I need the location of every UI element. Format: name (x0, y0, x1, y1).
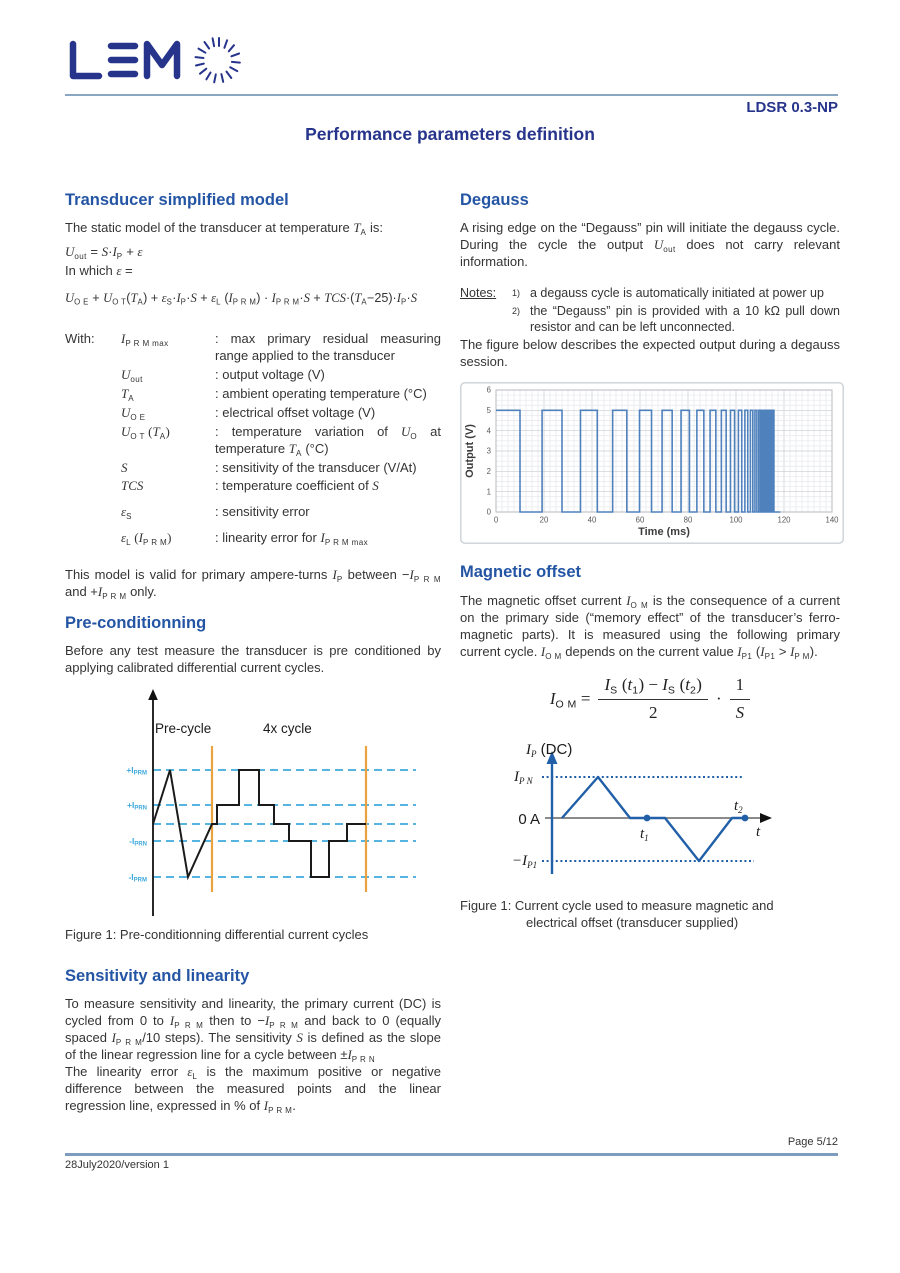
definition-row (65, 331, 441, 365)
note-marker: 1) (512, 288, 521, 299)
definition-row (65, 367, 441, 384)
t-axis-arrow (760, 813, 772, 823)
svg-text:60: 60 (635, 515, 645, 525)
level-label-iprm-neg: -IPRM (128, 872, 147, 884)
note-text: the “Degauss” pin is provided with a 10 kΩ pull down resistor and can be left unconnected. (530, 304, 840, 335)
definition-symbol: $U_{O T}$ $(T_A)$ (121, 423, 170, 441)
t1-label: $t_1$ (640, 825, 649, 843)
level-label-iprn-neg: -IPRN (129, 836, 147, 848)
model-validity: This model is valid for primary ampere-turns $I_P$ between $-I_{P R M}$ and $+I_{P R M}$ only. (65, 567, 441, 601)
t1-point (644, 814, 651, 821)
definition-desc: : output voltage (V) (215, 367, 325, 383)
definition-symbol: $I_{P R M max}$ (121, 331, 169, 349)
svg-text:4: 4 (486, 426, 491, 436)
current-cycle-figure (502, 734, 822, 884)
formula-denominator2: S (735, 702, 745, 722)
svg-text:3: 3 (486, 447, 491, 457)
heading-degauss: Degauss (460, 191, 529, 209)
note-marker: 2) (512, 306, 521, 317)
page-title: Performance parameters definition (305, 124, 595, 144)
lem-logo-letters (73, 44, 177, 76)
definition-desc: : electrical offset voltage (V) (215, 404, 376, 420)
svg-text:6: 6 (486, 386, 491, 396)
note-item (512, 285, 840, 302)
equation-in-which: In which ε = (65, 262, 133, 278)
svg-text:40: 40 (587, 515, 597, 525)
caption-line2: electrical offset (transducer supplied) (526, 914, 739, 930)
definition-desc: : sensitivity of the transducer (V/At) (215, 459, 417, 475)
x-axis-label: Time (ms) (638, 526, 690, 539)
lem-logo-burst-icon (196, 38, 240, 82)
definition-row (65, 405, 441, 422)
preconditioning-body: Before any test measure the transducer is pre conditioned by applying calibrated differential current cycles. (65, 643, 441, 676)
preconditioning-caption: Figure 1: Pre-conditionning differential current cycles (65, 927, 369, 943)
sensitivity-body: To measure sensitivity and linearity, the primary current (DC) is cycled from 0 to $I_{P R M}$ then to $-I_{P R M}$ and back to 0 (equally spaced $I_{P R M}/10$ steps). The sensitivity S is defined as the slope of the linear regression line for a cycle between $\pm I_{P R N}$ The linearity error $\varepsilon_L$ is the maximum positive or negative difference between the measured points and the linear regression line, expressed in % of $I_{P R M}$. (65, 996, 441, 1115)
t2-point (742, 814, 749, 821)
degauss-body: A rising edge on the “Degauss” pin will initiate the degauss cycle. During the cycle the output $U_{out}$ does not carry relevant information. (460, 220, 840, 270)
document-version: 28July2020/version 1 (65, 1159, 169, 1171)
ip1-label: $-I_{P1}$ (512, 852, 538, 870)
heading-sensitivity: Sensitivity and linearity (65, 967, 250, 986)
svg-text:80: 80 (683, 515, 693, 525)
heading-magnetic-offset: Magnetic offset (460, 563, 582, 582)
right-column (460, 190, 840, 931)
level-label-iprm-pos: +IPRM (126, 765, 147, 777)
formula-numerator2: 1 (730, 674, 751, 699)
svg-text:0: 0 (493, 515, 499, 525)
svg-text:5: 5 (486, 406, 491, 416)
cycle-separator-lines (212, 746, 366, 892)
current-cycle-caption (460, 898, 840, 932)
with-label: With: (65, 331, 95, 347)
footer-rule (65, 1153, 838, 1156)
definitions-list (65, 331, 441, 547)
definition-symbol: $U_{O E}$ (121, 404, 146, 422)
4x-cycle-label: 4x cycle (263, 721, 312, 737)
definition-desc: : ambient operating temperature (°C) (215, 386, 427, 401)
y-axis-arrow (148, 689, 158, 700)
svg-text:2: 2 (486, 467, 491, 477)
y-axis-label: Output (V) (464, 424, 476, 479)
degauss-after: The figure below describes the expected output during a degauss session. (460, 336, 840, 369)
formula-denominator: 2 (648, 702, 658, 722)
t-label: t (756, 823, 761, 840)
heading-preconditioning: Pre-conditionning (65, 613, 207, 632)
definition-desc: : max primary residual measuring range applied to the transducer (215, 331, 441, 364)
svg-text:20: 20 (539, 515, 549, 525)
current-cycle-waveform (562, 777, 745, 861)
definition-desc: : temperature variation of $U_O$ at temperature $T_A$ (°C) (215, 423, 441, 458)
equation-full-model: $U_{O E} + U_{O T}(T_A) + \varepsilon_S\cdot I_P\cdot S + \varepsilon_L$ $(I_{P R M}) \cdot I_{P R M}\cdot S + TCS\cdot(T_A-25)\cdot I_P\cdot S$ (65, 290, 418, 307)
level-label-iprn-pos: +IPRN (127, 800, 147, 812)
formula-lhs: $I_{O M}$ = (549, 689, 591, 711)
heading-transducer-model: Transducer simplified model (65, 191, 289, 209)
svg-text:0: 0 (486, 508, 491, 518)
svg-text:140: 140 (825, 515, 839, 525)
magnetic-body: The magnetic offset current $I_{O M}$ is the consequence of a current on the primary side (“memory effect” of the transducer’s ferro-magnetic parts). It is measured using the following primary current cycle. $I_{O M}$ depends on the current value $I_{P1}$ $(I_{P1} > I_{P M})$. (460, 592, 840, 661)
definition-symbol: $\varepsilon_L$ $(I_{P R M})$ (121, 530, 172, 548)
definition-symbol: $U_{out}$ (121, 367, 143, 384)
formula-numerator: $I_S$ $(t_1) - I_S$ $(t_2)$ (598, 674, 707, 699)
definition-row (65, 386, 441, 403)
definition-symbol: $\varepsilon_S$ (121, 504, 132, 522)
svg-text:1: 1 (486, 487, 491, 497)
equation-uout: $U_{out} = S\cdot I_P + \varepsilon$ (65, 244, 143, 262)
lem-logo (63, 32, 248, 90)
formula-operator: · (715, 689, 722, 709)
note-text: a degauss cycle is automatically initiated at power up (530, 286, 824, 301)
notes-label: Notes: (460, 286, 497, 301)
definition-row (65, 504, 441, 521)
svg-text:120: 120 (777, 515, 791, 525)
product-code: LDSR 0.3-NP (746, 99, 838, 116)
header-rule (65, 94, 838, 96)
t2-label: $t_2$ (734, 797, 743, 815)
magnetic-offset-formula (460, 674, 840, 723)
pre-cycle-label: Pre-cycle (155, 721, 212, 737)
definition-symbol: S (121, 459, 128, 475)
definition-desc: : linearity error for $I_{P R M max}$ (215, 530, 369, 548)
definition-row (65, 424, 441, 458)
left-column (65, 190, 441, 1121)
definition-desc: : temperature coefficient of S (215, 478, 379, 494)
caption-line1: Figure 1: Current cycle used to measure magnetic and (460, 897, 774, 913)
definition-desc: : sensitivity error (215, 504, 310, 520)
page-number: Page 5/12 (787, 1136, 838, 1148)
definition-symbol: TCS (121, 478, 144, 494)
definition-symbol: $T_A$ (121, 386, 135, 403)
degauss-output-chart (460, 382, 844, 544)
definition-row (65, 478, 441, 495)
model-intro: The static model of the transducer at temperature $T_A$ is: (65, 220, 383, 238)
definition-row (65, 530, 441, 547)
note-item (512, 303, 840, 336)
ip-axis-title: $I_P$ (DC) (526, 740, 573, 759)
ipn-label: $I_{P N}$ (514, 768, 533, 786)
definition-row (65, 460, 441, 477)
preconditioning-figure (91, 687, 421, 925)
svg-text:100: 100 (729, 515, 743, 525)
zero-amp-label: 0 A (518, 810, 540, 828)
degauss-notes (460, 285, 840, 337)
